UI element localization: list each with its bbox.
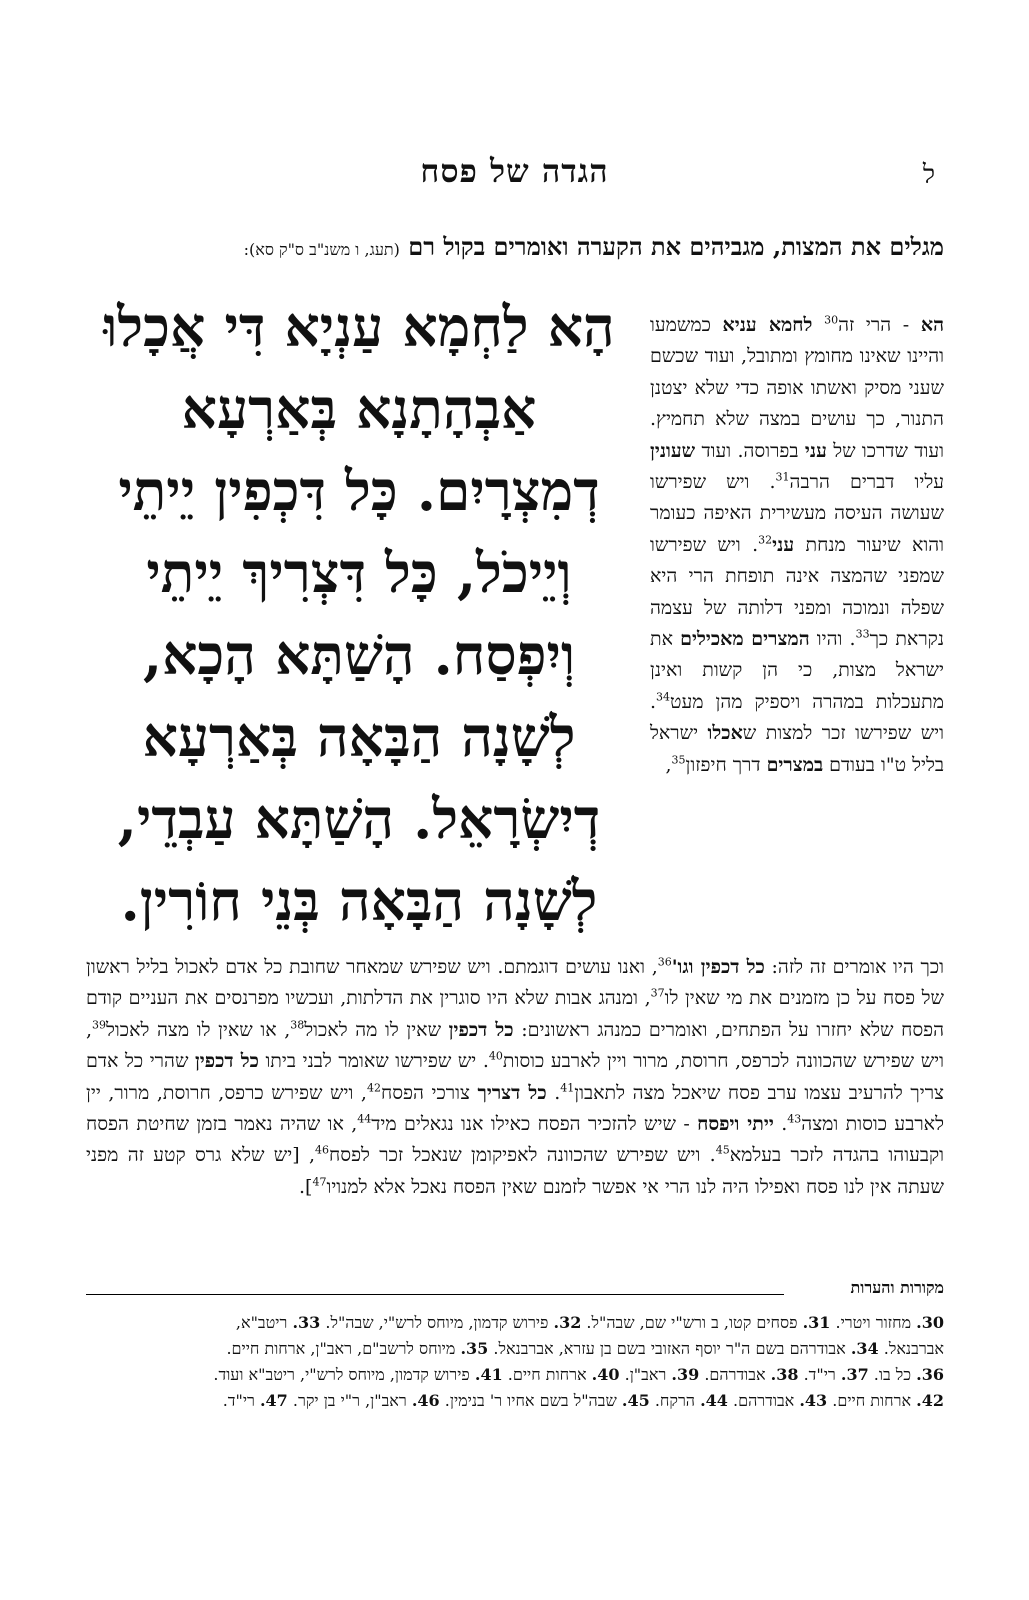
- note-number: 43.: [799, 1391, 828, 1410]
- commentary-text: כמשמעו והיינו שאינו מחומץ ומתובל, ועוד שכשם שעני מסיק ואשתו אופה כדי שלא יצטנן התנור, כך עושים במצה שלא תחמיץ. ועוד שדרכו של: [650, 314, 944, 462]
- footnote-marker: 33: [855, 627, 870, 641]
- commentary-text: , או שאין לו מצה לאכול: [106, 1018, 291, 1041]
- continued-commentary: [86, 952, 944, 1203]
- footnote-marker: 43: [787, 1112, 802, 1126]
- commentary-text: וכך היו אומרים זה לזה:: [764, 956, 944, 978]
- commentary-text: . ויש שפירשו שעושה העיסה מעשירית האיפה כעומר והוא שיעור מנחת: [650, 471, 944, 556]
- footnote-marker: 44: [357, 1112, 372, 1126]
- notes-title: מקורות והערות: [845, 1278, 944, 1298]
- note-text: הרקח.: [649, 1391, 701, 1410]
- bold-lemma: שעונין: [650, 439, 696, 462]
- note-text: פירוש קדמון, מיוחס לרש"י, ריטב"א ועוד.: [213, 1365, 475, 1384]
- source-notes: [86, 1310, 944, 1414]
- bold-lemma: כל דכפין: [194, 1050, 259, 1073]
- ritual-instruction: [60, 232, 944, 262]
- note-number: 39.: [671, 1365, 700, 1384]
- note-text: פסחים קטו, ב ורש"י שם, שבה"ל.: [581, 1313, 803, 1332]
- commentary-text: , ויש שפירש שהכוונה לכרפס, חרוסת, מרור ויין לארבע כוסות: [86, 1018, 944, 1073]
- note-number: 41.: [474, 1365, 503, 1384]
- commentary-text: .: [773, 1113, 788, 1136]
- bold-lemma: עני: [772, 533, 795, 556]
- note-text: ראב"ן.: [619, 1365, 672, 1384]
- main-liturgical-text: [86, 286, 632, 942]
- commentary-text: - הרי זה: [838, 314, 921, 336]
- commentary-text: . ויש שפירשו שמפני שהמצה אינה תופחת הרי היא שפלה ונמוכה ומפני דלותה של עצמה נקראת כך: [650, 533, 945, 651]
- footnote-marker: 35: [671, 753, 686, 767]
- footnote-marker: 45: [715, 1144, 730, 1158]
- commentary-text: - שיש להזכיר הפסח כאילו אנו נגאלים מיד: [371, 1113, 698, 1136]
- bold-lemma: כל דצריך: [477, 1081, 547, 1104]
- commentary-text: , [יש שלא גרס קטע זה מפני שעתה אין לנו פסח ואפילו היה לנו הרי אי אפשר לזמנם שאין הפסח נאכל אלא למנויו: [86, 1144, 944, 1198]
- note-text: מיוחס לרשב"ם, ראב"ן, ארחות חיים.: [226, 1339, 461, 1358]
- side-commentary-paragraph: [650, 310, 944, 781]
- bold-lemma: עני: [804, 439, 827, 462]
- note-number: 34.: [850, 1339, 879, 1358]
- continued-commentary-paragraph: [86, 952, 944, 1203]
- footnote-marker: 32: [758, 533, 773, 547]
- ha-lachma-anya-passage: הָא לַחְמָא עַנְיָא דִּי אֲכָלוּ אַבְהָתָנָא בְּאַרְעָא דְמִצְרָיִם. כָּל דִּכְפִין יֵיתֵי וְיֵיכֹל, כָּל דִּצְרִיךְ יֵיתֵי וְיִפְסַח. הָשַׁתָּא הָכָא, לְשָׁנָה הַבָּאָה בְּאַרְעָא דְיִשְׂרָאֵל. הָשַׁתָּא עַבְדֵי, לְשָׁנָה הַבָּאָה בְּנֵי חוֹרִין.: [103, 294, 615, 933]
- note-number: 46.: [411, 1391, 440, 1410]
- note-number: 37.: [840, 1365, 869, 1384]
- footnote-marker: 42: [366, 1081, 381, 1095]
- note-number: 38.: [770, 1365, 799, 1384]
- note-text: אבודרהם בשם ה"ר יוסף האזובי בשם בן עזרא, אברבנאל.: [488, 1339, 851, 1358]
- commentary-text: ישראל בליל ט"ו בעודם: [650, 722, 944, 776]
- note-text: ריטב"א,: [235, 1313, 293, 1332]
- commentary-text: , ואנו עושים דוגמתם. ויש שפירש שמאחר שחובת כל אדם לאכול בליל ראשון של פסח על כן מזמנים את מי שאין לו: [86, 956, 944, 1010]
- bold-lemma: הא: [920, 314, 945, 336]
- commentary-text: , או שהיה נאמר בזמן שחיטת הפסח וקבעוהו בהגדה לזכר בעלמא: [86, 1113, 945, 1167]
- note-number: 35.: [460, 1339, 489, 1358]
- bold-lemma: המצרים מאכילים: [680, 628, 810, 651]
- note-text: רי"ד.: [798, 1365, 841, 1384]
- note-number: 42.: [916, 1391, 944, 1410]
- notes-divider: [86, 1294, 784, 1295]
- footnote-marker: 37: [650, 987, 665, 1001]
- commentary-text: , ומנהג אבות שלא היו סוגרין את הדלתות, ועכשיו מפרנסים את העניים קודם הפסח שלא יחזרו על הפתחים, ואומרים כמנהג ראשונים:: [86, 987, 945, 1041]
- note-text: שבה"ל בשם אחיו ר' בנימין.: [439, 1391, 622, 1410]
- notes-line: [86, 1388, 944, 1414]
- commentary-text: . יש שפירשו שאומר לבני ביתו: [258, 1050, 489, 1073]
- footnote-marker: 47: [312, 1175, 327, 1189]
- side-commentary: [650, 310, 944, 781]
- note-text: פירוש קדמון, מיוחס לרש"י, שבה"ל.: [320, 1313, 554, 1332]
- footnote-marker: 31: [775, 470, 790, 484]
- note-number: 33.: [292, 1313, 321, 1332]
- note-text: מחזור ויטרי.: [830, 1313, 917, 1332]
- note-number: 36.: [916, 1365, 944, 1384]
- commentary-text: [812, 314, 824, 336]
- footnote-marker: 34: [656, 690, 671, 704]
- note-text: ראב"ן, ר"י בן יקר.: [287, 1391, 412, 1410]
- commentary-text: שהרי כל אדם צריך להרעיב עצמו ערב פסח שיאכל מצה לתאבון: [86, 1050, 945, 1104]
- footnote-marker: 38: [290, 1018, 305, 1032]
- note-number: 32.: [553, 1313, 582, 1332]
- commentary-text: .: [546, 1081, 561, 1104]
- note-text: כל בו.: [868, 1365, 917, 1384]
- note-text: אברבנאל.: [878, 1339, 944, 1358]
- note-text: אבודרהם.: [699, 1365, 771, 1384]
- commentary-text: את ישראל מצות, כי הן קשות ואינן מתעכלות במהרה ויספיק מהן מעט: [650, 628, 944, 713]
- footnote-marker: 39: [92, 1018, 107, 1032]
- commentary-text: . ויש שפירשו זכר למצות ש: [650, 690, 944, 745]
- page-number: ל: [922, 160, 936, 190]
- bold-lemma: לחמא עניא: [722, 314, 813, 336]
- commentary-text: ,: [665, 753, 672, 776]
- note-number: 40.: [591, 1365, 620, 1384]
- bold-lemma: במצרים: [766, 753, 824, 776]
- note-number: 30.: [916, 1313, 944, 1332]
- note-number: 45.: [621, 1391, 650, 1410]
- note-text: ארחות חיים.: [827, 1391, 917, 1410]
- footnote-marker: 30: [824, 313, 839, 327]
- commentary-text: בפרוסה. ועוד: [695, 439, 805, 462]
- bold-lemma: כל דכפין וגו': [671, 956, 765, 978]
- note-text: ארחות חיים.: [502, 1365, 592, 1384]
- notes-line: [86, 1310, 944, 1336]
- commentary-text: עליו דברים הרבה: [789, 471, 944, 494]
- footnote-marker: 41: [560, 1081, 575, 1095]
- commentary-text: דרך חיפזון: [685, 753, 767, 776]
- running-title: הגדה של פסח: [420, 152, 609, 190]
- note-number: 47.: [259, 1391, 288, 1410]
- note-number: 44.: [700, 1391, 728, 1410]
- notes-line: [86, 1336, 944, 1362]
- note-text: אבודרהם.: [727, 1391, 800, 1410]
- bold-lemma: כל דכפין: [448, 1018, 514, 1041]
- note-text: רי"ד.: [222, 1391, 260, 1410]
- bold-lemma: אכלו: [707, 722, 743, 745]
- bold-lemma: ייתי ויפסח: [697, 1113, 774, 1136]
- note-number: 31.: [802, 1313, 831, 1332]
- commentary-text: , ויש שפירש כרפס, חרוסת, מרור, יין לארבע כוסות ומצה: [86, 1081, 944, 1136]
- instruction-source: (תעג, ו משנ"ב ס"ק סא):: [243, 240, 400, 259]
- commentary-text: . והיו: [809, 628, 856, 651]
- footnote-marker: 46: [315, 1144, 330, 1158]
- commentary-text: שאין לו מה לאכול: [304, 1018, 449, 1041]
- instruction-text: מגלים את המצות, מגביהים את הקערה ואומרים בקול רם: [408, 232, 944, 261]
- commentary-text: ].: [299, 1175, 313, 1198]
- notes-heading-row: [86, 1278, 944, 1304]
- footnote-marker: 36: [657, 955, 672, 969]
- notes-line: [86, 1362, 944, 1388]
- commentary-text: צורכי הפסח: [380, 1081, 478, 1104]
- commentary-text: . ויש שפירש שהכוונה לאפיקומן שנאכל זכר לפסח: [329, 1144, 716, 1167]
- footnote-marker: 40: [488, 1049, 503, 1063]
